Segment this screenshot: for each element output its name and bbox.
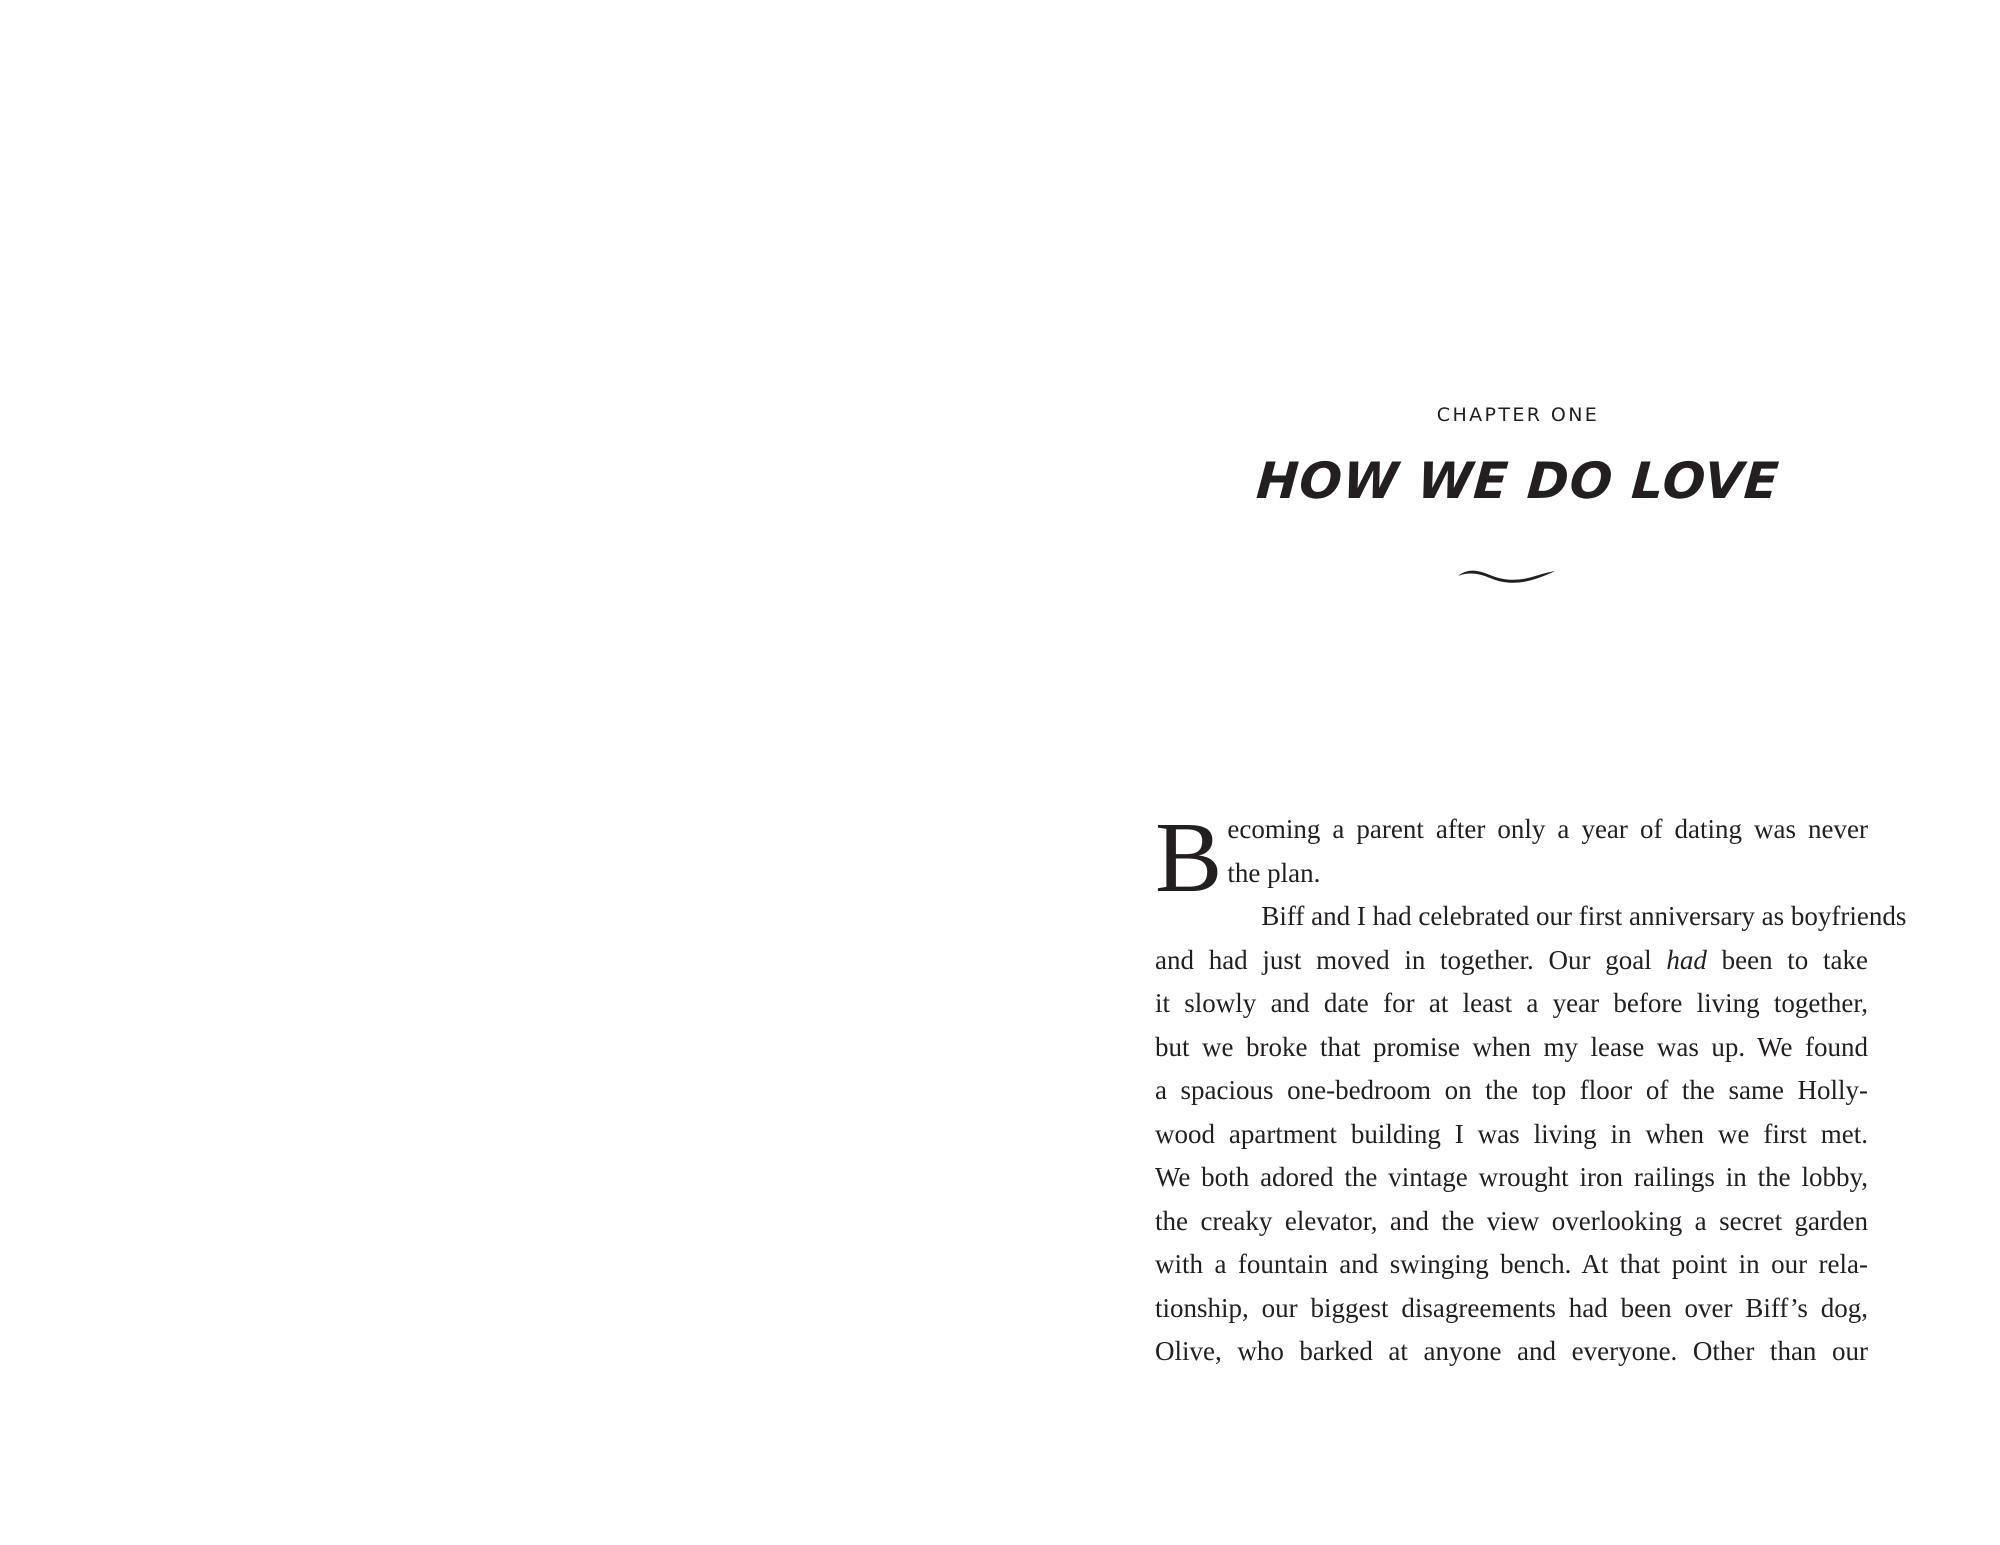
- text-line: Olive, who barked at anyone and everyone. Other than our: [1155, 1336, 1868, 1366]
- emphasis-word: had: [1666, 944, 1707, 975]
- text-line-with-emphasis: [1155, 939, 1868, 983]
- text-line: with a fountain and swinging bench. At that point in our rela-: [1155, 1249, 1868, 1279]
- chapter-label: CHAPTER ONE: [1436, 404, 1600, 426]
- drop-cap: B: [1155, 801, 1223, 913]
- swash-ornament-icon: [1456, 562, 1556, 586]
- text-line: Biff and I had celebrated our first anniversary as boyfriends: [1261, 901, 1907, 931]
- text-line: We both adored the vintage wrought iron railings in the lobby,: [1155, 1162, 1868, 1192]
- text-line: ecoming a parent after only a year of dating was never: [1227, 814, 1868, 844]
- text-line: wood apartment building I was living in when we first met.: [1155, 1118, 1868, 1149]
- text-fragment: been to take: [1706, 944, 1868, 975]
- right-page: [1000, 0, 2000, 1545]
- text-line: it slowly and date for at least a year before living together,: [1155, 988, 1868, 1018]
- second-paragraph: [1155, 895, 1907, 1374]
- text-line: but we broke that promise when my lease was up. We found: [1155, 1031, 1868, 1062]
- text-line: a spacious one-bedroom on the top floor of the same Holly-: [1155, 1075, 1868, 1105]
- text-line: tionship, our biggest disagreements had been over Biff’s dog,: [1155, 1292, 1868, 1323]
- opening-paragraph: [1155, 801, 1868, 913]
- chapter-title: HOW WE DO LOVE: [1254, 452, 1782, 510]
- chapter-body-text: [1155, 801, 1907, 1374]
- text-fragment: and had just moved in together. Our goal: [1155, 944, 1667, 975]
- text-line: the creaky elevator, and the view overlooking a secret garden: [1155, 1205, 1868, 1236]
- text-line: the plan.: [1227, 857, 1321, 888]
